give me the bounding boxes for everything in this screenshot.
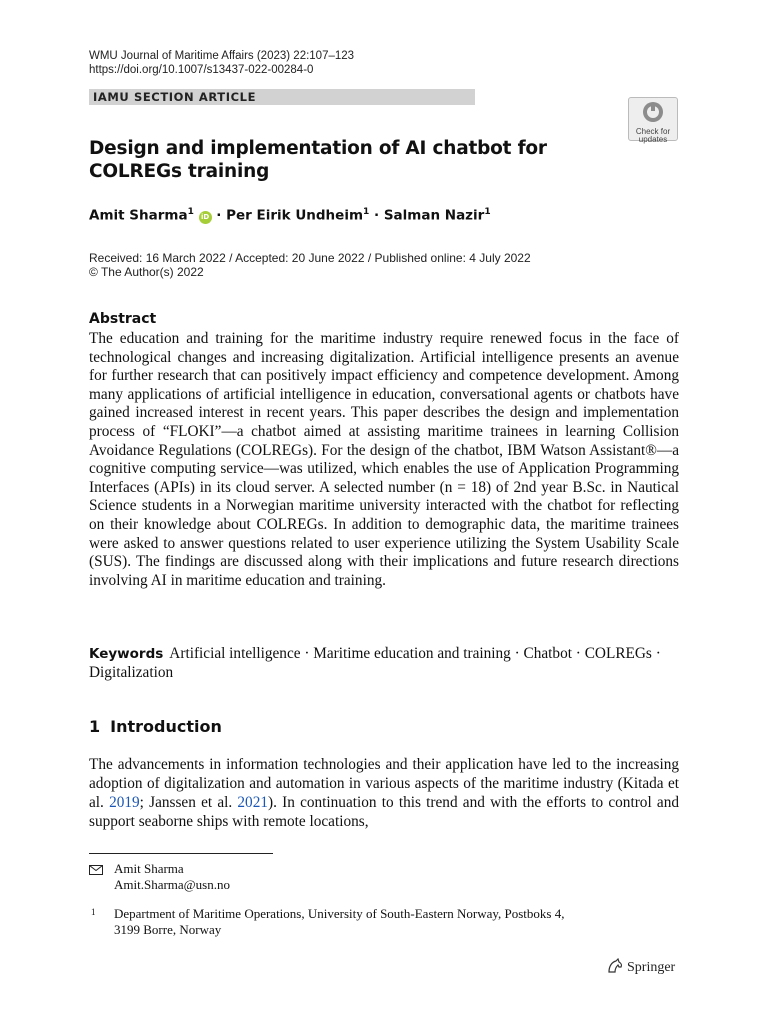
section-label: IAMU SECTION ARTICLE xyxy=(89,89,475,105)
intro-text-part: ). In continuation to this trend and with the efforts to control and support seaborne ships with remote locations, xyxy=(89,794,679,830)
keywords-block xyxy=(89,645,679,682)
doi-link[interactable]: https://doi.org/10.1007/s13437-022-00284-0 xyxy=(89,64,314,76)
affiliation-number: 1 xyxy=(91,907,96,917)
publication-dates xyxy=(89,251,531,279)
abstract-body: The education and training for the maritime industry require renewed focus in the face of technological changes and increasing digitalization. Artificial intelligence presents an avenue for further research that can positively impact efficiency and competence development. Among many applications of artificial intelligence in education, conversational agents or chatbots have gained increased interest in recent years. This paper describes the design and implementation process of “FLOKI”—a chatbot aimed at assisting maritime trainees in learning Collision Avoidance Regulations (COLREGs). For the design of the chatbot, IBM Watson Assistant®—a cognitive computing service—was utilized, which enables the use of Application Programming Interfaces (APIs) in its cloud server. A selected number (n = 18) of 2nd year B.Sc. in Nautical Science students in a Norwegian maritime university interacted with the chatbot for reflecting on their knowledge about COLREGs. In addition to demographic data, the maritime trainees were asked to answer questions related to user experience utilizing the System Usability Scale (SUS). The findings are discussed along with their implications and future research directions involving AI in maritime education and training. xyxy=(89,330,679,589)
copyright-line: © The Author(s) 2022 xyxy=(89,265,204,279)
check-updates-icon xyxy=(642,101,664,123)
author-name[interactable]: Amit Sharma xyxy=(89,207,188,224)
citation-link[interactable]: 2019 xyxy=(109,794,140,811)
corresponding-author xyxy=(114,861,230,893)
journal-citation: WMU Journal of Maritime Affairs (2023) 22:107–123 xyxy=(89,50,355,62)
contact-email[interactable]: Amit.Sharma@usn.no xyxy=(114,877,230,892)
affiliation xyxy=(114,906,674,938)
affiliation-line: Department of Maritime Operations, University of South-Eastern Norway, Postboks 4, xyxy=(114,906,565,921)
envelope-icon xyxy=(89,862,103,880)
author-name[interactable]: Per Eirik Undheim xyxy=(226,207,364,224)
check-for-updates-badge[interactable] xyxy=(628,97,678,144)
abstract-heading: Abstract xyxy=(89,311,157,327)
footnote-divider xyxy=(89,853,273,854)
springer-horse-icon xyxy=(606,958,624,974)
intro-text-part: The advancements in information technologies and their application have led to the increasing adoption of digitalization and automation in various aspects of the maritime industry (Kitada et al. xyxy=(89,756,679,811)
author-list xyxy=(89,207,491,224)
contact-name: Amit Sharma xyxy=(114,861,184,876)
intro-text-part: ; Janssen et al. xyxy=(139,794,238,811)
publisher-name: Springer xyxy=(627,960,676,975)
author-separator: · xyxy=(373,207,380,224)
keywords-label: Keywords xyxy=(89,646,164,662)
publisher-mark xyxy=(606,958,675,976)
author-affil-sup: 1 xyxy=(363,207,370,217)
author-separator: · xyxy=(216,207,222,224)
author-affil-sup: 1 xyxy=(187,207,194,217)
section-number: 1 xyxy=(89,717,101,736)
citation-link[interactable]: 2021 xyxy=(237,794,268,811)
introduction-body xyxy=(89,755,679,831)
orcid-icon[interactable]: iD xyxy=(199,211,212,224)
badge-text-1: Check for xyxy=(635,127,671,136)
section-title: Introduction xyxy=(110,717,222,736)
author-affil-sup: 1 xyxy=(484,207,491,217)
affiliation-line: 3199 Borre, Norway xyxy=(114,922,222,937)
article-title: Design and implementation of AI chatbot for COLREGs training xyxy=(89,138,547,182)
badge-text-2: updates xyxy=(638,135,668,144)
history-dates: Received: 16 March 2022 / Accepted: 20 June 2022 / Published online: 4 July 2022 xyxy=(89,251,531,265)
keywords-list: Artificial intelligence · Maritime education and training · Chatbot · COLREGs · Digitalization xyxy=(89,645,661,681)
section-heading xyxy=(89,717,222,736)
author-name[interactable]: Salman Nazir xyxy=(383,207,485,224)
